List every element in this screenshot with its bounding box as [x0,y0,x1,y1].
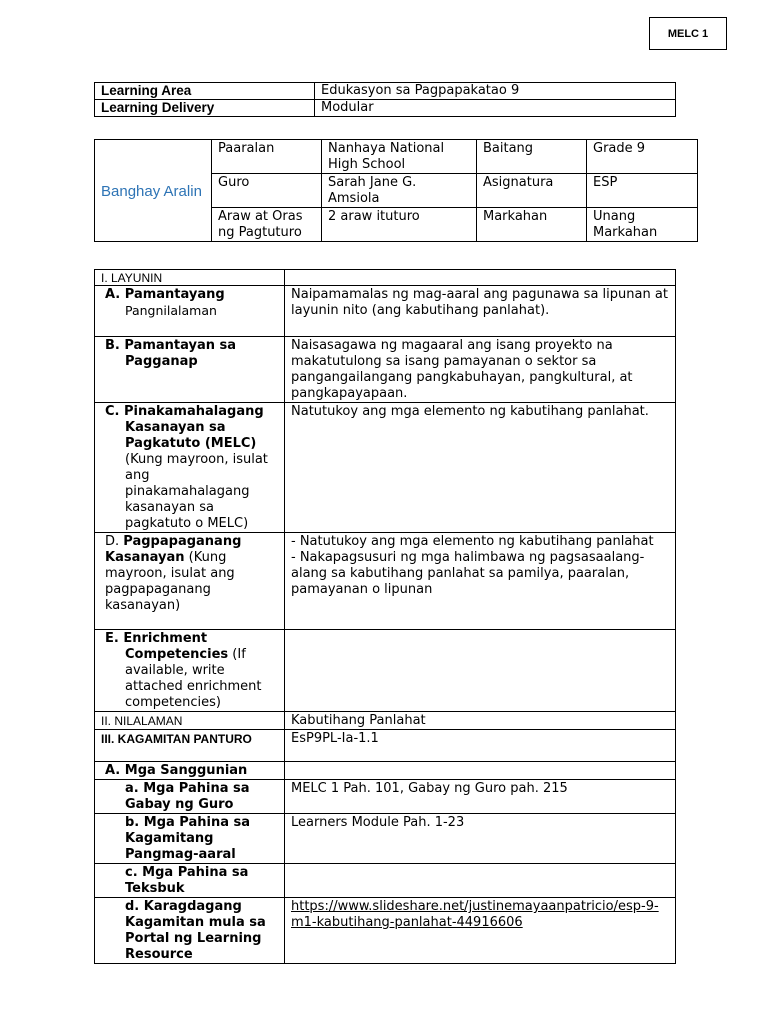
portal-value [285,898,676,964]
header-table [94,139,698,242]
learning-area-value: Edukasyon sa Pagpapakatao 9 [315,83,676,100]
araw-label: Araw at Oras ng Pagtuturo [212,208,322,242]
guro-value: Sarah Jane G. Amsiola [322,174,477,208]
overview-table [94,82,676,117]
enrichment-prefix: E. Enrichment [105,631,208,646]
paaralan-value: Nanhaya National High School [322,140,477,174]
guro-label: Guro [212,174,322,208]
baitang-label: Baitang [477,140,587,174]
kagamitan-heading: III. KAGAMITAN PANTURO [95,730,285,762]
pamantayan-sa-pagganap-label [95,337,285,403]
pamantayang-pangnilalaman-value: Naipamamalas ng mag-aaral ang pagunawa sa lipunan at layunin nito (ang kabutihang panlahat). [285,286,676,337]
enrichment-note: (If available, write attached enrichment competencies) [125,647,262,710]
gabay-guro-label: a. Mga Pahina sa Gabay ng Guro [95,780,285,814]
markahan-label: Markahan [477,208,587,242]
pagpapaganang-note: (Kung mayroon, isulat ang pagpapaganang kasanayan) [105,550,235,613]
pagpapaganang-value-1: - Natutukoy ang mga elemento ng kabutihang panlahat [291,534,654,549]
baitang-value: Grade 9 [587,140,698,174]
asignatura-label: Asignatura [477,174,587,208]
learning-area-row [95,83,676,100]
enrichment-label [95,630,285,712]
kagamitang-pangmag-aaral-value: Learners Module Pah. 1-23 [285,814,676,864]
pagpapaganang-bold: Pagpapaganang Kasanayan [105,534,242,565]
paaralan-label: Paaralan [212,140,322,174]
pamantayang-rest: Pangnilalaman [125,303,217,318]
enrichment-value [285,630,676,712]
markahan-value: Unang Markahan [587,208,698,242]
pagpapaganang-label [95,533,285,630]
pagpapaganang-prefix: D. [105,534,120,549]
nilalaman-value: Kabutihang Panlahat [285,712,676,730]
portal-label: d. Karagdagang Kagamitan mula sa Portal ng Learning Resource [95,898,285,964]
lesson-plan-table [94,269,676,964]
melc-prefix: C. Pinakamahalagang [105,404,264,419]
melc-rest: Kasanayan sa Pagkatuto (MELC) [125,420,257,451]
asignatura-value: ESP [587,174,698,208]
pagpapaganang-value-2: - Nakapagsusuri ng mga halimbawa ng pagsasaalang-alang sa kabutihang panlahat sa pamilya, paaralan, pamayanan o lipunan [291,550,645,597]
sanggunian-value [285,762,676,780]
pamantayan-sa-pagganap-value: Naisasagawa ng magaaral ang isang proyekto na makatutulong sa isang pamayanan o sektor sa pangangailangang pangkabuhayan, pangkultural, at pangkapayapaan. [285,337,676,403]
learning-delivery-row [95,100,676,117]
nilalaman-heading: II. NILALAMAN [95,712,285,730]
pamantayan-prefix: B. Pamantayan sa [105,338,237,353]
gabay-guro-value: MELC 1 Pah. 101, Gabay ng Guro pah. 215 [285,780,676,814]
banghay-aralin-title: Banghay Aralin [95,140,212,242]
sanggunian-heading: A. Mga Sanggunian [95,762,285,780]
portal-link[interactable]: https://www.slideshare.net/justinemayaanpatricio/esp-9-m1-kabutihang-panlahat-44916606 [291,899,659,930]
learning-area-label: Learning Area [95,83,315,100]
melc-label-cell [95,403,285,533]
layunin-heading: I. LAYUNIN [95,270,285,286]
layunin-value [285,270,676,286]
enrichment-bold: Competencies [125,647,229,662]
araw-value: 2 araw ituturo [322,208,477,242]
pamantayan-rest: Pagganap [125,354,198,369]
pamantayang-pangnilalaman-label [95,286,285,337]
learning-delivery-value: Modular [315,100,676,117]
teksbuk-value [285,864,676,898]
melc-note: (Kung mayroon, isulat ang pinakamahalagang kasanayan sa pagkatuto o MELC) [125,452,268,531]
melc-label: MELC 1 [649,17,727,50]
learning-delivery-label: Learning Delivery [95,100,315,117]
pagpapaganang-value [285,533,676,630]
kagamitang-pangmag-aaral-label: b. Mga Pahina sa Kagamitang Pangmag-aaral [95,814,285,864]
melc-value: Natutukoy ang mga elemento ng kabutihang panlahat. [285,403,676,533]
teksbuk-label: c. Mga Pahina sa Teksbuk [95,864,285,898]
pamantayang-prefix: A. Pamantayang [105,287,225,302]
kagamitan-value: EsP9PL-Ia-1.1 [285,730,676,762]
